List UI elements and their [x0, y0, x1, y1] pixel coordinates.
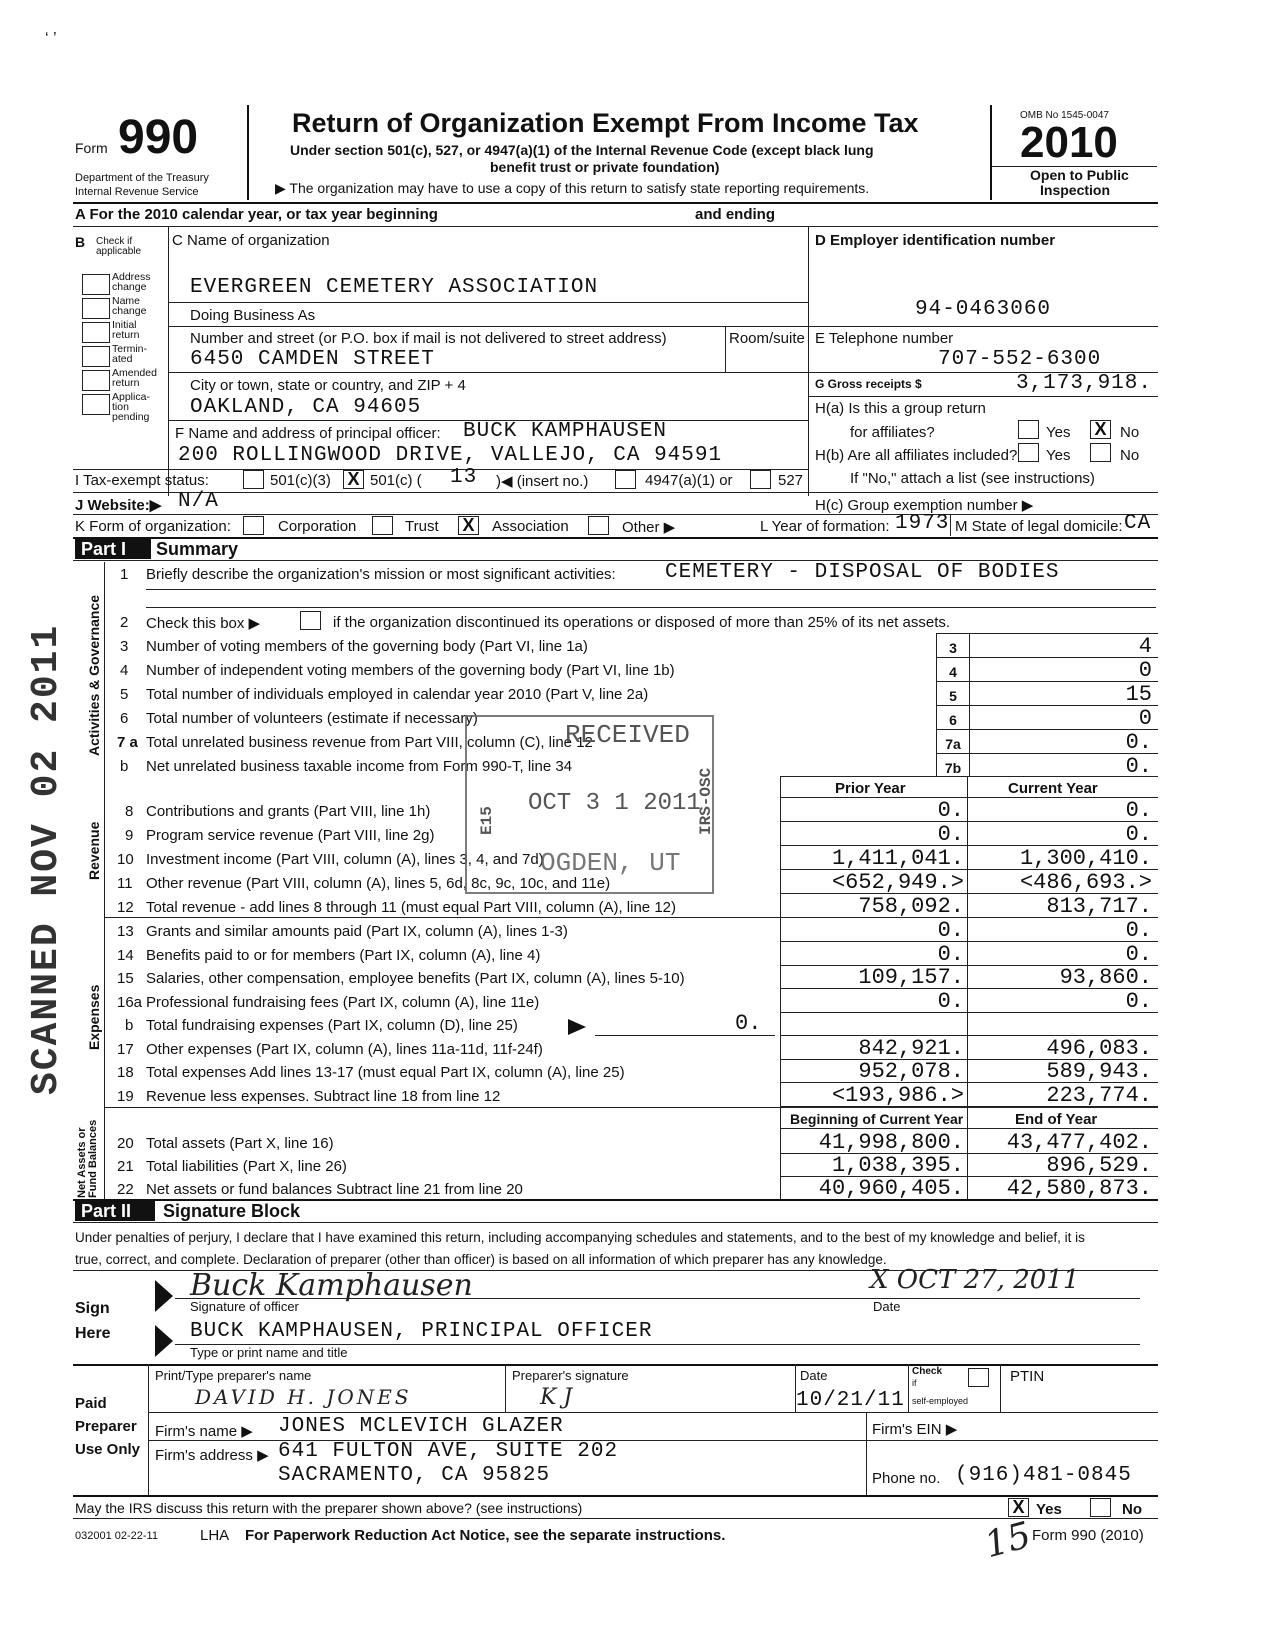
- arrow-right-icon: ▶: [241, 1423, 253, 1440]
- discuss-no-label: No: [1122, 1501, 1142, 1518]
- phone-value: 707-552-6300: [938, 348, 1102, 371]
- fin-line-current: 1,300,410.: [1019, 846, 1152, 871]
- line1-num: 1: [120, 566, 129, 583]
- b-label: B: [75, 234, 86, 250]
- fin-line-current: 0.: [1125, 988, 1152, 1014]
- m-value: CA: [1124, 512, 1152, 535]
- website-label: J Website:▶: [75, 497, 162, 514]
- use-only-label: Use Only: [75, 1441, 141, 1458]
- perjury-line1: Under penalties of perjury, I declare that I have examined this return, including accompanying schedules and statements, and to the best of my knowledge and belief, it is: [75, 1230, 1085, 1245]
- 501c3-checkbox[interactable]: [243, 470, 264, 489]
- fin-line-current: 42,580,873.: [1006, 1176, 1152, 1201]
- firm-ein-label: Firm's EIN ▶: [872, 1421, 958, 1438]
- fin-line-label: Professional fundraising fees (Part IX, column (A), line 11e): [146, 993, 540, 1011]
- ha-no-label: No: [1120, 424, 1140, 441]
- fin-line-prior: 1,038,395.: [831, 1153, 964, 1178]
- fin-line-label: Total liabilities (Part X, line 26): [146, 1158, 347, 1175]
- sign-label: Sign: [75, 1300, 110, 1317]
- check-if-label: if: [912, 1378, 917, 1388]
- preparer-label: Preparer: [75, 1418, 137, 1435]
- fin-line-current: 93,860.: [1059, 965, 1152, 990]
- form-title: Return of Organization Exempt From Income Tax: [292, 108, 919, 138]
- b-checkbox[interactable]: [82, 370, 110, 391]
- b-checkbox-label: Applica-tion pending: [112, 391, 150, 423]
- prior-year-header: Prior Year: [835, 780, 906, 797]
- gov-line-num: 7 a: [117, 734, 138, 751]
- fin-line-prior: 758,092.: [858, 894, 964, 919]
- fin-line-num: 9: [125, 827, 134, 844]
- b-checkbox[interactable]: [82, 322, 110, 343]
- fin-line-num: 21: [117, 1158, 134, 1175]
- hc-text: H(c) Group exemption number: [815, 497, 1018, 514]
- fin-line-current: 223,774.: [1046, 1082, 1152, 1108]
- ha-label2: for affiliates?: [850, 424, 935, 441]
- officer-sig-date: X OCT 27, 2011: [870, 1265, 1080, 1295]
- officer-title: BUCK KAMPHAUSEN, PRINCIPAL OFFICER: [190, 1320, 653, 1343]
- discuss-no-checkbox[interactable]: [1090, 1498, 1111, 1517]
- gov-line-value: 0.: [1125, 730, 1152, 755]
- 501c-code: 13: [450, 466, 478, 489]
- line-i-label: I Tax-exempt status:: [75, 472, 209, 489]
- fin-line-prior: 0.: [937, 918, 964, 943]
- paid-label: Paid: [75, 1395, 107, 1412]
- 501c-label: 501(c) (: [370, 472, 422, 489]
- fin-line-prior: <193,986.>: [831, 1082, 964, 1108]
- dba-label: Doing Business As: [190, 307, 316, 324]
- street-label: Number and street (or P.O. box if mail is not delivered to street address): [190, 330, 667, 347]
- sig-label: Signature of officer: [190, 1299, 299, 1314]
- line1-value: CEMETERY - DISPOSAL OF BODIES: [665, 561, 1060, 584]
- prep-date-label: Date: [800, 1368, 828, 1383]
- corner-marks: ‘ ’: [45, 30, 57, 47]
- line-a-and-ending: and ending: [695, 206, 775, 223]
- arrow-right-icon: ▶: [275, 180, 290, 196]
- ein-value: 94-0463060: [915, 298, 1052, 321]
- ptin-label: PTIN: [1010, 1368, 1045, 1385]
- c-name-label: C Name of organization: [172, 232, 330, 249]
- hb-label: H(b) Are all affiliates included?: [815, 447, 1018, 464]
- officer-label: F Name and address of principal officer:: [175, 425, 441, 442]
- fin-line-current: 0.: [1125, 822, 1152, 847]
- fin-line-label: Investment income (Part VIII, column (A), lines 3, 4, and 7d): [146, 851, 544, 868]
- row-divider: [780, 1012, 1158, 1013]
- gov-line-box: 3: [949, 640, 957, 656]
- current-year-header: Current Year: [1008, 780, 1098, 797]
- footer-lha: LHA: [200, 1527, 230, 1544]
- check-label: Check: [912, 1366, 943, 1377]
- fin-line-prior: 109,157.: [858, 965, 964, 990]
- received-date-stamp: OCT 3 1 2011: [528, 790, 701, 817]
- 501c3-label: 501(c)(3): [270, 472, 331, 489]
- firm-address-label-text: Firm's address: [155, 1447, 253, 1464]
- fin-line-prior: 1,411,041.: [831, 846, 964, 871]
- fin-line-label: Salaries, other compensation, employee benefits (Part IX, column (A), lines 5-10): [146, 970, 685, 987]
- type-arrow-icon: [155, 1325, 173, 1357]
- fin-line-current: 43,477,402.: [1006, 1130, 1152, 1155]
- scanned-stamp: SCANNED NOV 02 2011: [25, 623, 68, 1095]
- b-checkbox-label: Initial return: [112, 319, 140, 341]
- firm-address-label: [155, 1446, 269, 1464]
- k-association-label: Association: [492, 518, 569, 535]
- city-value: OAKLAND, CA 94605: [190, 396, 422, 419]
- gov-line-label: Number of voting members of the governing body (Part VI, line 1a): [146, 638, 588, 655]
- b-check-if: Check if: [96, 236, 133, 247]
- gov-line-box: 7a: [945, 736, 961, 752]
- b-checkbox[interactable]: [82, 394, 110, 415]
- gov-line-value: 4: [1138, 634, 1152, 659]
- fin-line-num: 19: [117, 1087, 134, 1105]
- form-label: Form: [75, 140, 108, 156]
- footer-code: 032001 02-22-11: [75, 1530, 158, 1542]
- insert-label: )◀ (insert no.): [496, 473, 589, 490]
- discuss-yes-label: Yes: [1036, 1501, 1062, 1518]
- fin-line-label: Other revenue (Part VIII, column (A), lines 5, 6d, 8c, 9c, 10c, and 11e): [146, 875, 611, 892]
- footer-notice: For Paperwork Reduction Act Notice, see the separate instructions.: [245, 1527, 726, 1544]
- gov-line-num: 3: [120, 638, 129, 655]
- officer-name: BUCK KAMPHAUSEN: [463, 420, 668, 443]
- stamp-code: E15: [478, 806, 496, 835]
- gov-line-box: 5: [949, 688, 957, 704]
- hb-no-checkbox[interactable]: [1090, 443, 1111, 462]
- prep-sig-label: Preparer's signature: [512, 1368, 629, 1383]
- b-checkbox[interactable]: [82, 346, 110, 367]
- form-number: 990: [118, 111, 199, 164]
- firm-name-value: JONES MCLEVICH GLAZER: [278, 1415, 564, 1438]
- gov-line-num: 4: [120, 662, 129, 679]
- hb-note: If "No," attach a list (see instructions): [850, 470, 1095, 487]
- inline-underline: [595, 1035, 775, 1036]
- fin-line-current: 896,529.: [1046, 1153, 1152, 1178]
- gross-label: G Gross receipts $: [815, 377, 922, 391]
- tax-year: 2010: [1020, 118, 1118, 167]
- fin-line-label: Contributions and grants (Part VIII, line 1h): [146, 803, 431, 820]
- prep-name-label: Print/Type preparer's name: [155, 1368, 312, 1383]
- fin-line-label: Other expenses (Part IX, column (A), lines 11a-11d, 11f-24f): [146, 1040, 543, 1058]
- fin-line-label: Program service revenue (Part VIII, line 2g): [146, 827, 435, 844]
- line-k-label: K Form of organization:: [75, 518, 231, 535]
- part2-title: Signature Block: [163, 1201, 301, 1221]
- side-gov-label: Activities & Governance: [86, 594, 102, 756]
- k-trust-label: Trust: [405, 518, 439, 535]
- fin-line-current: 0.: [1125, 798, 1152, 823]
- fin-line-inline: 0.: [735, 1011, 762, 1036]
- line2-rest: if the organization discontinued its operations or disposed of more than 25% of its net assets.: [333, 614, 951, 631]
- part1-title: Summary: [156, 539, 239, 559]
- fin-line-current: 0.: [1125, 918, 1152, 943]
- open-public-1: Open to Public: [1030, 167, 1129, 183]
- 501c-checkbox[interactable]: X: [343, 470, 364, 489]
- fin-line-num: 15: [117, 970, 134, 987]
- boy-header: Beginning of Current Year: [790, 1111, 964, 1127]
- b-checkbox[interactable]: [82, 274, 110, 295]
- firm-address2: SACRAMENTO, CA 95825: [278, 1464, 551, 1487]
- fin-line-num: 11: [117, 875, 133, 892]
- form-subtitle1: Under section 501(c), 527, or 4947(a)(1) of the Internal Revenue Code (except black lung: [290, 142, 874, 158]
- gov-line-label: Total number of volunteers (estimate if necessary): [146, 710, 478, 727]
- line2-label: Check this box ▶: [146, 615, 261, 632]
- phone-label: E Telephone number: [815, 330, 954, 347]
- firm-address1: 641 FULTON AVE, SUITE 202: [278, 1440, 619, 1463]
- k-corporation-label: Corporation: [278, 518, 357, 535]
- b-checkbox[interactable]: [82, 298, 110, 319]
- fin-line-num: 12: [117, 899, 134, 916]
- discuss-yes-checkbox[interactable]: X: [1008, 1498, 1029, 1517]
- fin-line-label: Total assets (Part X, line 16): [146, 1135, 334, 1152]
- b-checkbox-label: Address change: [112, 271, 151, 293]
- irs-osc-stamp: IRS-OSC: [697, 767, 715, 835]
- gov-line-value: 15: [1125, 682, 1152, 707]
- gov-line-num: 6: [120, 710, 129, 727]
- street-value: 6450 CAMDEN STREET: [190, 348, 435, 371]
- form-subtitle3-text: The organization may have to use a copy of this return to satisfy state reporting requirements.: [289, 180, 870, 196]
- line2-checkbox[interactable]: [300, 611, 321, 630]
- fin-line-label: Net assets or fund balances Subtract line 21 from line 20: [146, 1181, 523, 1198]
- sign-arrow-icon: [155, 1280, 173, 1312]
- row-divider: [780, 988, 1158, 989]
- gov-line-label: Total number of individuals employed in calendar year 2010 (Part V, line 2a): [146, 686, 649, 703]
- gov-line-num: b: [120, 758, 129, 775]
- ogden-stamp: OGDEN, UT: [540, 848, 681, 878]
- k-corporation-checkbox[interactable]: [243, 516, 264, 535]
- fin-line-label: Revenue less expenses. Subtract line 18 from line 12: [146, 1087, 501, 1105]
- b-applicable: applicable: [96, 246, 142, 257]
- ha-yes-checkbox[interactable]: [1018, 420, 1039, 439]
- prep-name-value: DAVID H. JONES: [195, 1385, 412, 1409]
- fin-line-num: b: [125, 1017, 134, 1034]
- dept-line2: Internal Revenue Service: [75, 186, 199, 198]
- ha-yes-label: Yes: [1046, 424, 1071, 441]
- 4947-label: 4947(a)(1) or: [645, 472, 733, 489]
- 527-label: 527: [778, 472, 804, 489]
- self-employed-label: self-employed: [912, 1396, 969, 1406]
- firm-name-label: [155, 1422, 253, 1440]
- side-net-label: Net Assets or Fund Balances: [76, 1119, 99, 1198]
- firm-phone-value: (916)481-0845: [955, 1464, 1132, 1487]
- gov-line-value: 0.: [1125, 754, 1152, 779]
- side-rev-label: Revenue: [86, 821, 102, 880]
- fin-line-label: Total revenue - add lines 8 through 11 (must equal Part VIII, column (A), line 12): [146, 899, 676, 916]
- received-stamp: RECEIVED: [565, 720, 690, 750]
- discuss-label: May the IRS discuss this return with the preparer shown above? (see instructions): [75, 1500, 583, 1516]
- footer-form: Form 990 (2010): [1032, 1527, 1144, 1544]
- fin-line-num: 18: [117, 1064, 134, 1081]
- fin-line-num: 14: [117, 946, 134, 964]
- page-hand-mark: 15: [980, 1514, 1036, 1567]
- gov-line-value: 0: [1138, 706, 1152, 731]
- form-subtitle3: [275, 180, 869, 197]
- date-label: Date: [873, 1299, 901, 1314]
- ha-no-checkbox[interactable]: X: [1090, 420, 1111, 439]
- form-subtitle2: benefit trust or private foundation): [490, 159, 720, 175]
- fin-line-num: 8: [125, 803, 134, 820]
- fin-line-current: 0.: [1125, 941, 1152, 967]
- website-value: N/A: [178, 490, 219, 513]
- part2-tag: Part II: [75, 1201, 155, 1221]
- prep-signature: K J: [540, 1385, 573, 1410]
- fin-line-current: 589,943.: [1046, 1059, 1152, 1084]
- gov-line-label: Total unrelated business revenue from Part VIII, column (C), line 12: [146, 734, 593, 751]
- omb-number: OMB No 1545-0047: [1020, 110, 1109, 121]
- eoy-header: End of Year: [1015, 1111, 1098, 1128]
- hb-yes-checkbox[interactable]: [1018, 443, 1039, 462]
- type-label: Type or print name and title: [190, 1345, 348, 1360]
- hb-yes-label: Yes: [1046, 447, 1071, 464]
- open-public-2: Inspection: [1040, 182, 1111, 198]
- fin-line-current: <486,693.>: [1019, 870, 1152, 895]
- k-other-label: Other ▶: [622, 519, 676, 536]
- b-checkbox-label: Name change: [112, 295, 147, 317]
- l-label: L Year of formation:: [760, 518, 890, 535]
- gov-line-label: Number of independent voting members of the governing body (Part VI, line 1b): [146, 662, 675, 679]
- line1-label: Briefly describe the organization's mission or most significant activities:: [146, 566, 616, 583]
- fin-line-label: Grants and similar amounts paid (Part IX, column (A), lines 1-3): [146, 923, 568, 940]
- fin-line-prior: <652,949.>: [831, 870, 964, 895]
- room-label: Room/suite: [729, 330, 805, 347]
- b-checkbox-label: Amended return: [112, 367, 157, 389]
- gov-line-box: 7b: [944, 760, 962, 776]
- gross-value: 3,173,918.: [1015, 372, 1152, 395]
- prep-date-value: 10/21/11: [796, 1389, 905, 1412]
- fin-line-num: 13: [117, 923, 134, 940]
- l-value: 1973: [895, 512, 950, 535]
- firm-phone-label: Phone no.: [872, 1470, 941, 1487]
- fin-line-label: Benefits paid to or for members (Part IX, column (A), line 4): [146, 946, 541, 964]
- side-exp-label: Expenses: [86, 984, 102, 1050]
- fin-line-current: 496,083.: [1046, 1035, 1152, 1061]
- 527-checkbox[interactable]: [750, 470, 771, 489]
- 4947-checkbox[interactable]: [615, 470, 636, 489]
- gov-line-num: 5: [120, 686, 129, 703]
- officer-signature: Buck Kamphausen: [190, 1268, 473, 1303]
- fin-line-prior: 0.: [937, 798, 964, 823]
- ein-label: D Employer identification number: [815, 232, 1056, 249]
- fin-line-prior: 842,921.: [858, 1035, 964, 1061]
- line2-num: 2: [120, 614, 129, 631]
- fin-line-prior: 0.: [937, 988, 964, 1014]
- k-other-checkbox[interactable]: [588, 516, 609, 535]
- gov-line-label: Net unrelated business taxable income from Form 990-T, line 34: [146, 758, 573, 775]
- ha-label: H(a) Is this a group return: [815, 400, 986, 417]
- fin-line-current: 813,717.: [1046, 894, 1152, 919]
- fin-line-num: 17: [117, 1040, 134, 1058]
- gov-line-box: 4: [949, 664, 957, 680]
- here-label: Here: [75, 1325, 111, 1342]
- row-divider: [780, 941, 1158, 942]
- fin-line-num: 22: [117, 1181, 134, 1198]
- m-label: M State of legal domicile:: [955, 518, 1123, 535]
- firm-name-label-text: Firm's name: [155, 1423, 238, 1440]
- arrow-right-icon: ▶: [1021, 497, 1034, 514]
- fin-line-prior: 40,960,405.: [818, 1176, 964, 1201]
- k-trust-checkbox[interactable]: [372, 516, 393, 535]
- fin-line-num: 20: [117, 1135, 134, 1152]
- k-association-checkbox[interactable]: X: [458, 516, 479, 535]
- arrow-right-icon: [568, 1019, 586, 1035]
- fin-line-num: 16a: [117, 993, 143, 1011]
- fin-line-prior: 952,078.: [858, 1059, 964, 1084]
- hb-no-label: No: [1120, 447, 1140, 464]
- perjury-line2: true, correct, and complete. Declaration of preparer (other than officer) is based on all information of which preparer has any knowledge.: [75, 1252, 887, 1267]
- b-checkbox-label: Termin-ated: [112, 343, 148, 365]
- city-label: City or town, state or country, and ZIP + 4: [190, 377, 466, 394]
- gov-line-box: 6: [949, 712, 957, 728]
- fin-line-label: Total fundraising expenses (Part IX, column (D), line 25): [146, 1017, 518, 1034]
- fin-line-num: 10: [117, 851, 134, 868]
- fin-line-prior: 0.: [937, 941, 964, 967]
- dept-line1: Department of the Treasury: [75, 172, 209, 184]
- row-divider: [780, 821, 1158, 822]
- gov-line-value: 0: [1138, 658, 1152, 683]
- fin-line-label: Total expenses Add lines 13-17 (must equal Part IX, column (A), line 25): [146, 1064, 625, 1081]
- officer-address: 200 ROLLINGWOOD DRIVE, VALLEJO, CA 94591: [178, 444, 723, 467]
- line-a-label: A For the 2010 calendar year, or tax year beginning: [75, 206, 438, 223]
- fin-line-prior: 41,998,800.: [818, 1130, 964, 1155]
- self-employed-checkbox[interactable]: [968, 1368, 989, 1387]
- part1-tag: Part I: [75, 539, 151, 559]
- org-name: EVERGREEN CEMETERY ASSOCIATION: [190, 276, 599, 299]
- fin-line-prior: 0.: [937, 822, 964, 847]
- arrow-right-icon: ▶: [257, 1447, 269, 1464]
